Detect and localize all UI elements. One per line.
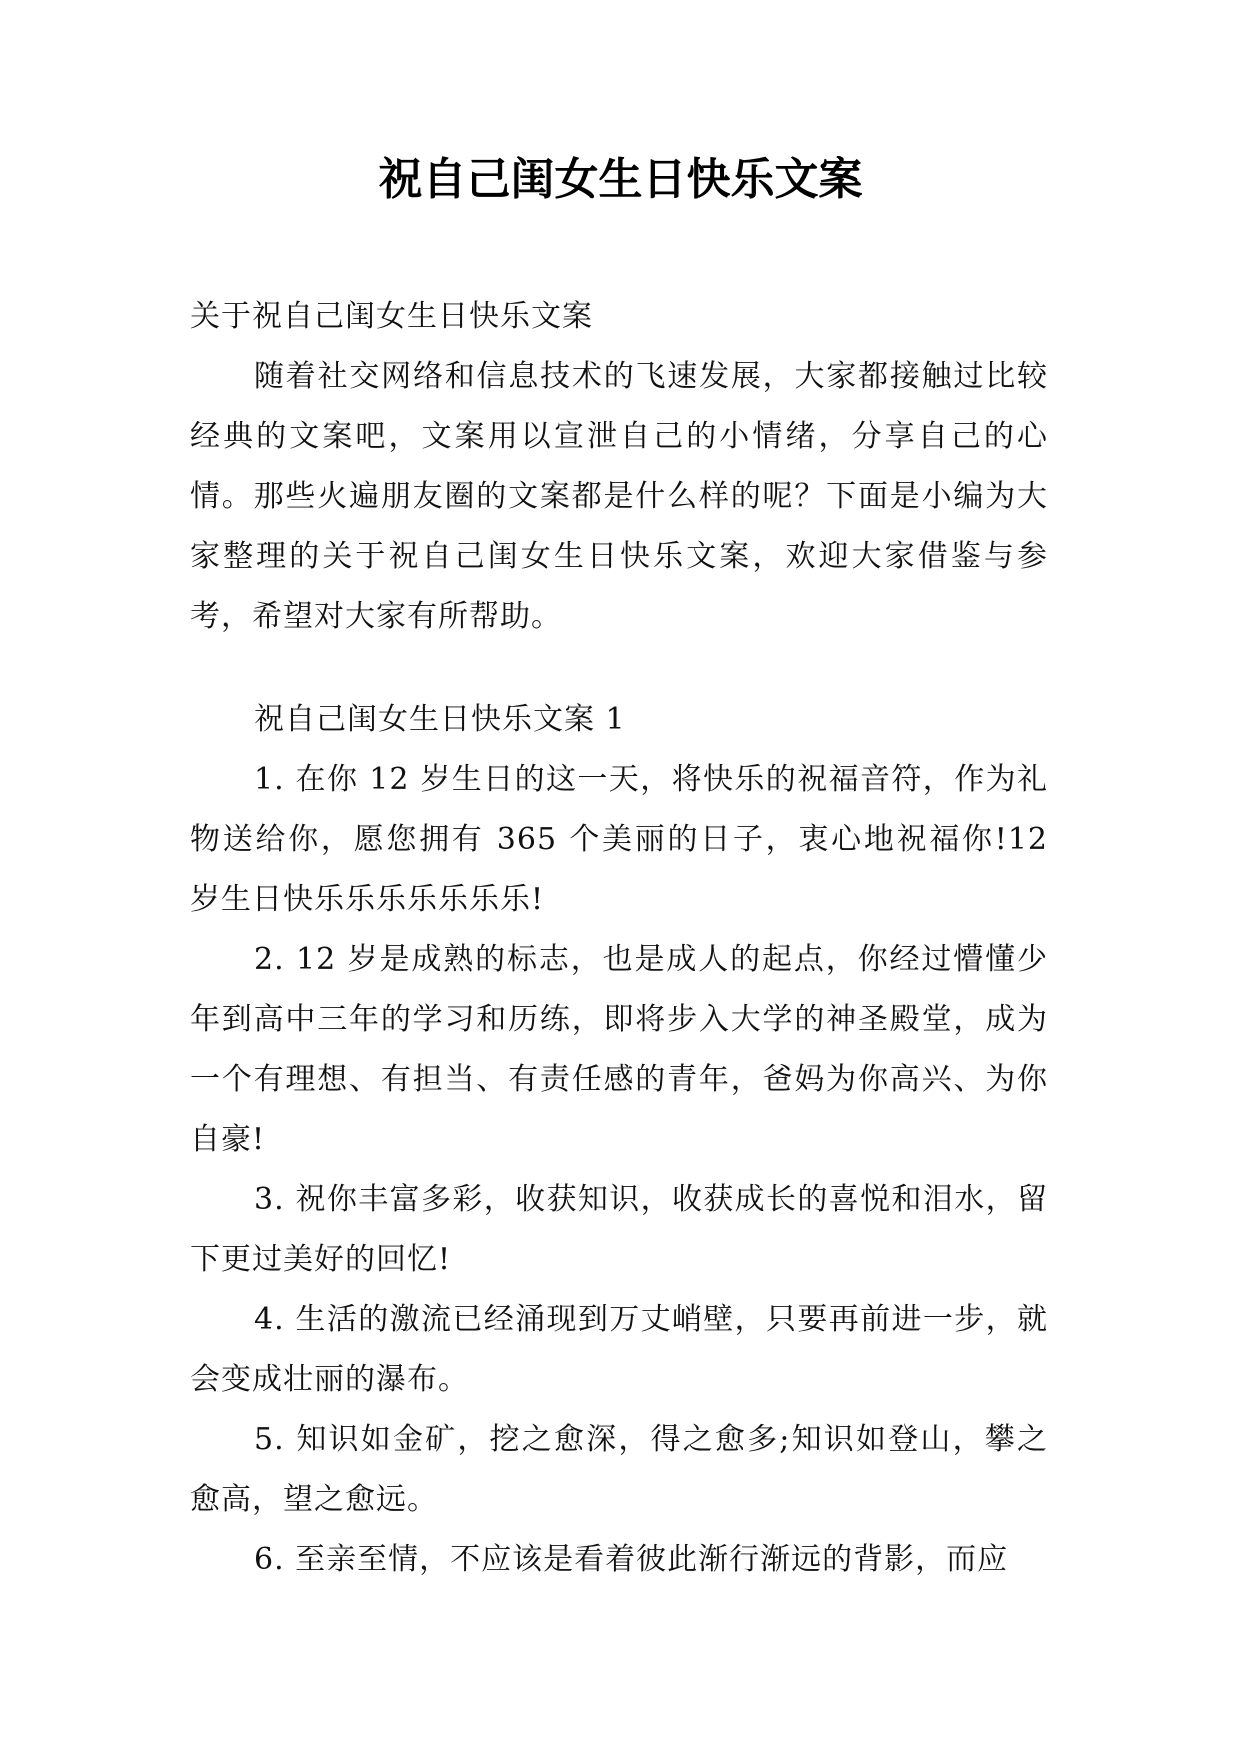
intro-heading bbox=[190, 287, 1048, 347]
intro-heading-text: 关于祝自己闺女生日快乐文案 bbox=[190, 299, 593, 334]
intro-paragraph: 随着社交网络和信息技术的飞速发展，大家都接触过比较经典的文案吧，文案用以宣泄自己的小情绪，分享自己的心情。那些火遍朋友圈的文案都是什么样的呢？下面是小编为大家整理的关于祝自己闺女生日快乐文案，欢迎大家借鉴与参考，希望对大家有所帮助。 bbox=[190, 359, 1048, 634]
greetings-section bbox=[190, 690, 1048, 1590]
document-title: 祝自己闺女生日快乐文案 bbox=[378, 154, 863, 205]
list-item: 6. 至亲至情，不应该是看着彼此渐行渐远的背影，而应 bbox=[254, 1542, 1009, 1577]
intro-block bbox=[190, 347, 1048, 647]
list-item: 1. 在你 12 岁生日的这一天，将快乐的祝福音符，作为礼物送给你，愿您拥有 365 个美丽的日子，衷心地祝福你!12 岁生日快乐乐乐乐乐乐乐! bbox=[190, 762, 1048, 917]
section-heading: 祝自己闺女生日快乐文案 1 bbox=[254, 702, 626, 737]
list-item: 4. 生活的激流已经涌现到万丈峭壁，只要再前进一步，就会变成壮丽的瀑布。 bbox=[190, 1302, 1048, 1397]
list-item: 2. 12 岁是成熟的标志，也是成人的起点，你经过懵懂少年到高中三年的学习和历练，即将步入大学的神圣殿堂，成为一个有理想、有担当、有责任感的青年，爸妈为你高兴、为你自豪! bbox=[190, 942, 1048, 1157]
list-item: 5. 知识如金矿，挖之愈深，得之愈多;知识如登山，攀之愈高，望之愈远。 bbox=[190, 1422, 1048, 1517]
list-item: 3. 祝你丰富多彩，收获知识，收获成长的喜悦和泪水，留下更过美好的回忆! bbox=[190, 1182, 1048, 1277]
